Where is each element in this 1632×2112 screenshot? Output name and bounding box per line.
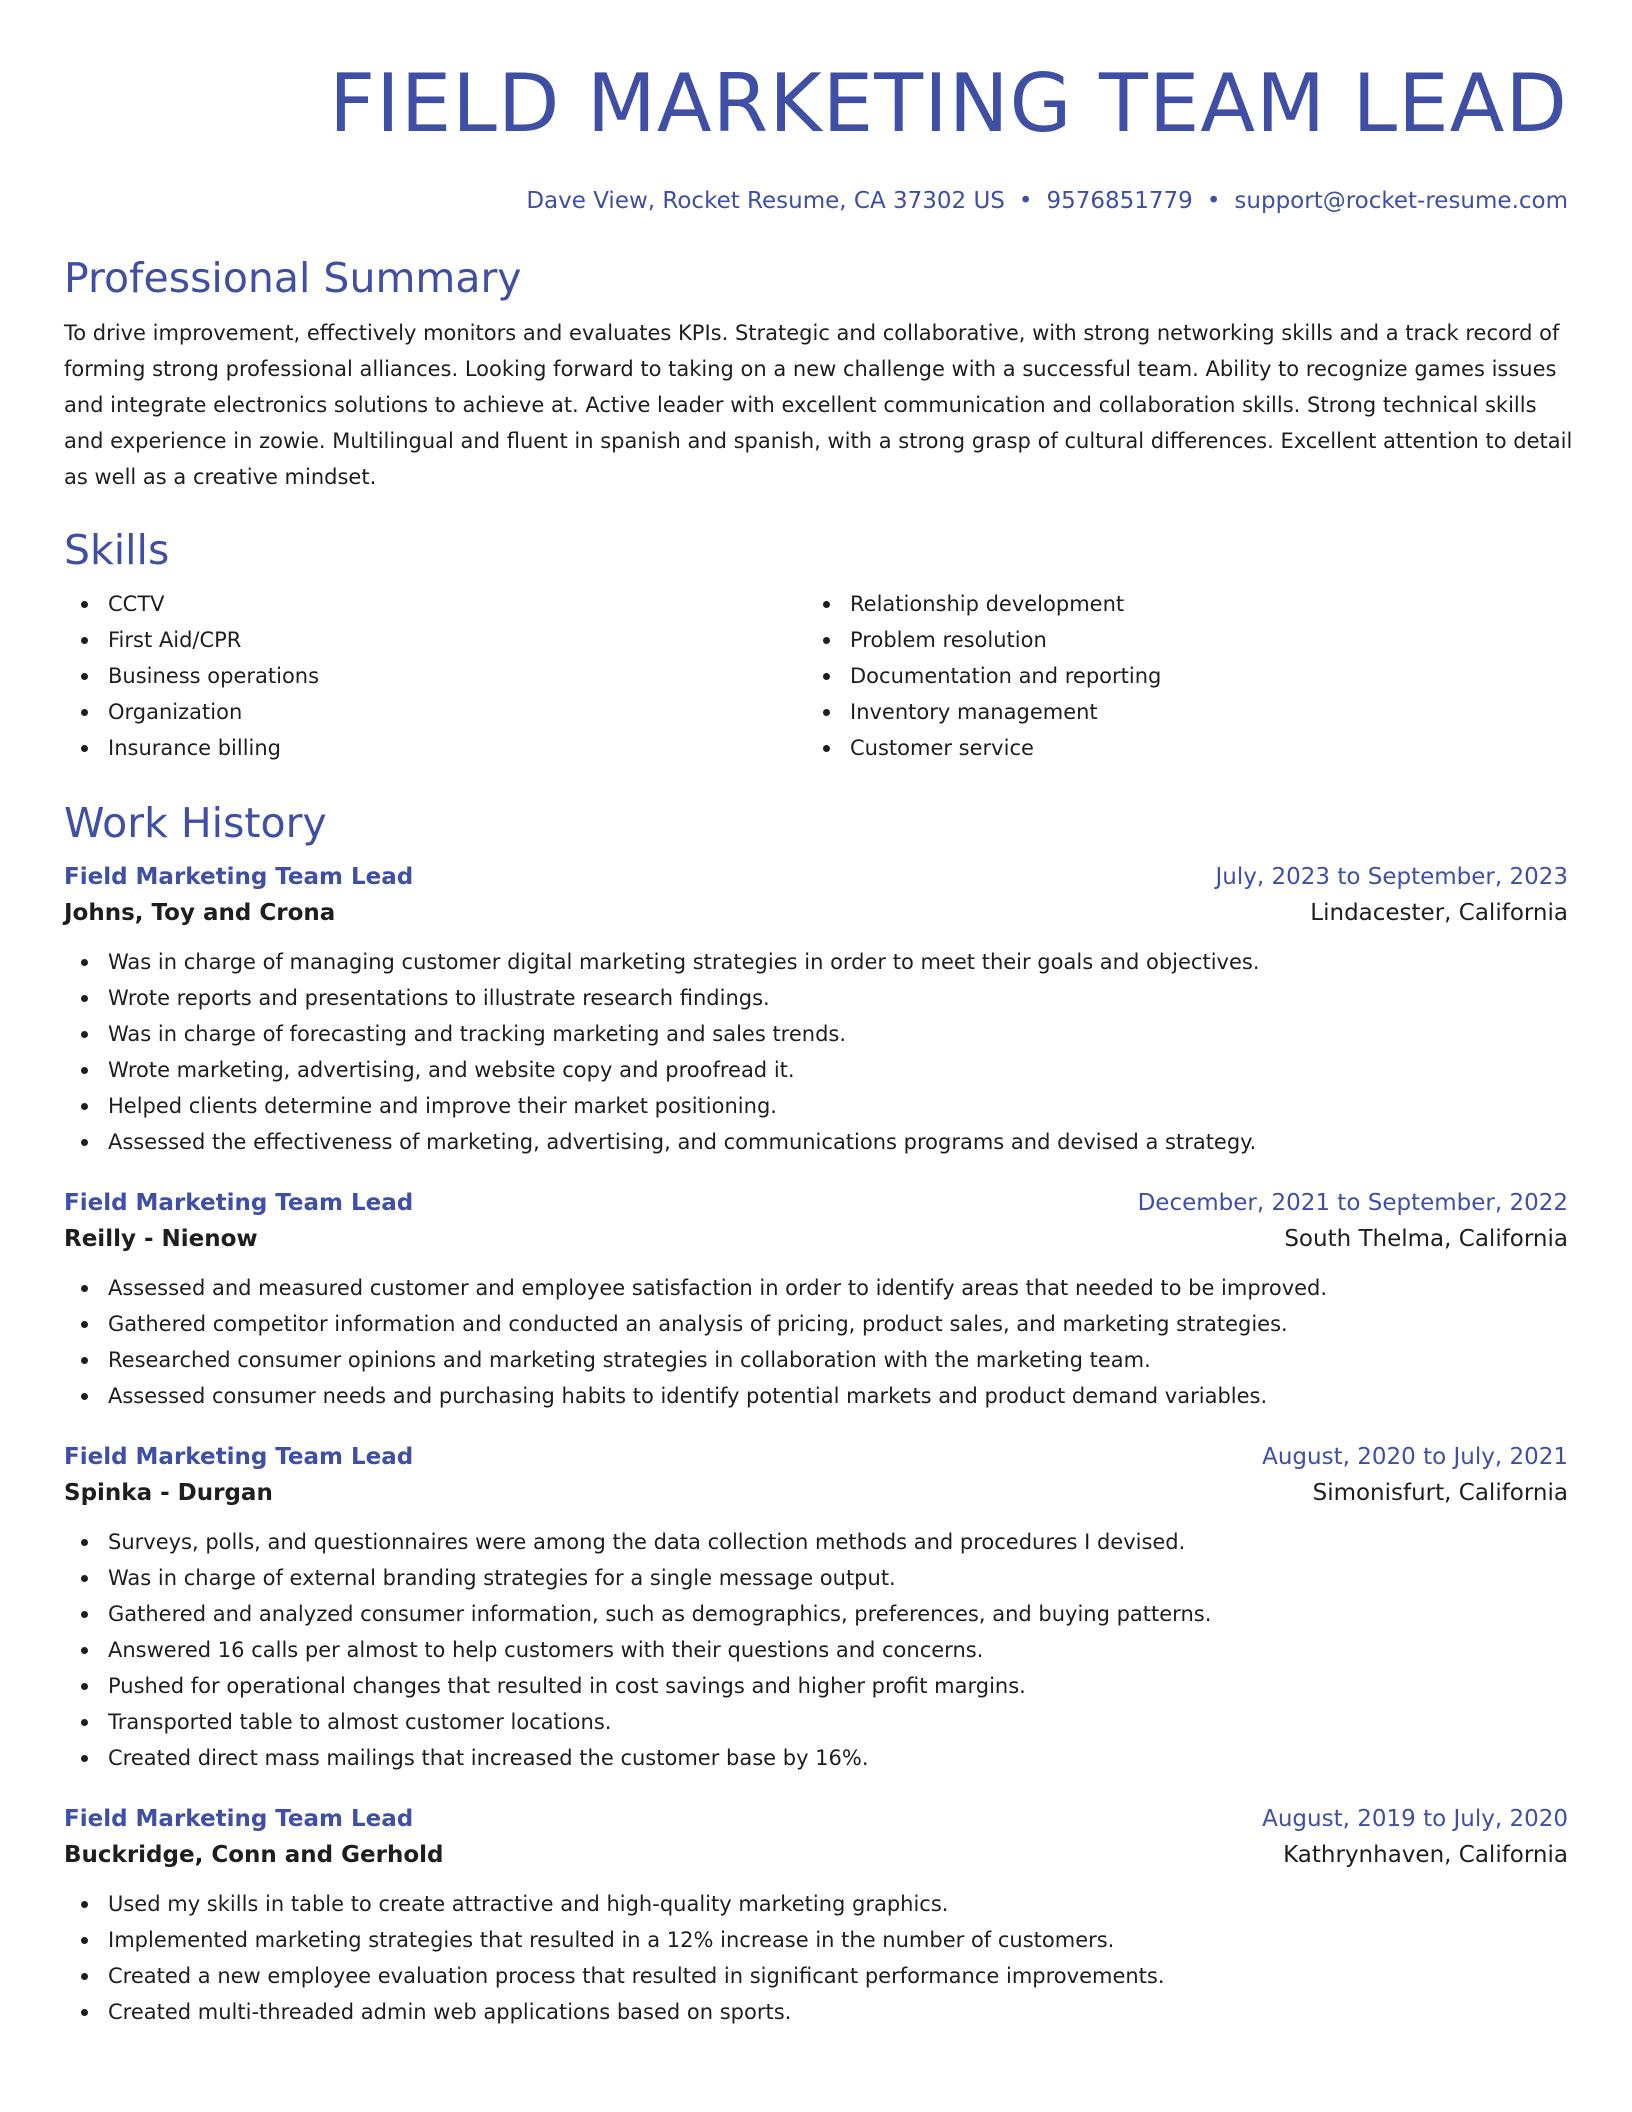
- contact-email: support@rocket-resume.com: [1234, 188, 1568, 214]
- job-location: South Thelma, California: [1284, 1226, 1568, 1252]
- job-entry: [64, 1802, 1568, 2030]
- job-company: Reilly - Nienow: [64, 1226, 258, 1252]
- job-bullets: [64, 1524, 1568, 1776]
- skills-grid: [64, 586, 1568, 766]
- summary-heading: Professional Summary: [64, 254, 522, 302]
- contact-address: Dave View, Rocket Resume, CA 37302 US: [526, 188, 1005, 214]
- skills-column-left: [64, 586, 806, 766]
- job-bullet: Assessed consumer needs and purchasing habits to identify potential markets and product demand variables.: [64, 1378, 1568, 1414]
- job-bullet: Implemented marketing strategies that resulted in a 12% increase in the number of customers.: [64, 1922, 1568, 1958]
- job-title: Field Marketing Team Lead: [64, 1806, 414, 1832]
- job-entry: [64, 1440, 1568, 1776]
- skill-item: First Aid/CPR: [64, 622, 806, 658]
- job-company-row: [64, 894, 1568, 932]
- job-company-row: [64, 1220, 1568, 1258]
- job-bullet: Researched consumer opinions and marketing strategies in collaboration with the marketing team.: [64, 1342, 1568, 1378]
- work-history-heading: Work History: [64, 799, 327, 847]
- job-bullet: Gathered competitor information and conducted an analysis of pricing, product sales, and marketing strategies.: [64, 1306, 1568, 1342]
- job-dates: December, 2021 to September, 2022: [1137, 1190, 1568, 1216]
- skill-item: Organization: [64, 694, 806, 730]
- job-header-row: [64, 1440, 1568, 1474]
- contact-phone: 9576851779: [1046, 188, 1193, 214]
- job-location: Kathrynhaven, California: [1283, 1842, 1568, 1868]
- job-bullets: [64, 1270, 1568, 1414]
- skill-item: Relationship development: [806, 586, 1548, 622]
- job-company: Spinka - Durgan: [64, 1480, 273, 1506]
- job-title: Field Marketing Team Lead: [64, 1190, 414, 1216]
- job-bullet: Pushed for operational changes that resulted in cost savings and higher profit margins.: [64, 1668, 1568, 1704]
- job-bullet: Answered 16 calls per almost to help customers with their questions and concerns.: [64, 1632, 1568, 1668]
- skills-column-right: [806, 586, 1548, 766]
- contact-line: [64, 186, 1568, 216]
- skills-heading: Skills: [64, 526, 170, 574]
- skill-item: Problem resolution: [806, 622, 1548, 658]
- job-location: Simonisfurt, California: [1312, 1480, 1568, 1506]
- job-header-row: [64, 1802, 1568, 1836]
- resume-title: FIELD MARKETING TEAM LEAD: [329, 57, 1568, 150]
- job-dates: August, 2020 to July, 2021: [1262, 1444, 1568, 1470]
- summary-text: To drive improvement, effectively monitors and evaluates KPIs. Strategic and collaborative, with strong networking skills and a track record of forming strong professional alliances. Looking forward to taking on a new challenge with a successful team. Ability to recognize games issues and integrate electronics solutions to achieve at. Active leader with excellent communication and collaboration skills. Strong technical skills and experience in zowie. Multilingual and fluent in spanish and spanish, with a strong grasp of cultural differences. Excellent attention to detail as well as a creative mindset.: [64, 321, 1573, 489]
- job-bullet: Wrote marketing, advertising, and website copy and proofread it.: [64, 1052, 1568, 1088]
- skill-item: Insurance billing: [64, 730, 806, 766]
- job-company-row: [64, 1474, 1568, 1512]
- skills-section: [64, 525, 1568, 766]
- job-title: Field Marketing Team Lead: [64, 864, 414, 890]
- job-bullet: Transported table to almost customer locations.: [64, 1704, 1568, 1740]
- skill-item: Documentation and reporting: [806, 658, 1548, 694]
- skill-item: CCTV: [64, 586, 806, 622]
- job-bullet: Created a new employee evaluation process that resulted in significant performance improvements.: [64, 1958, 1568, 1994]
- job-header-row: [64, 860, 1568, 894]
- job-bullet: Surveys, polls, and questionnaires were among the data collection methods and procedures I devised.: [64, 1524, 1568, 1560]
- job-bullet: Was in charge of forecasting and tracking marketing and sales trends.: [64, 1016, 1568, 1052]
- job-bullet: Helped clients determine and improve their market positioning.: [64, 1088, 1568, 1124]
- job-bullet: Used my skills in table to create attractive and high-quality marketing graphics.: [64, 1886, 1568, 1922]
- job-dates: July, 2023 to September, 2023: [1215, 864, 1568, 890]
- job-bullets: [64, 1886, 1568, 2030]
- job-entry: [64, 1186, 1568, 1414]
- job-bullet: Assessed and measured customer and employee satisfaction in order to identify areas that needed to be improved.: [64, 1270, 1568, 1306]
- job-bullet: Was in charge of external branding strategies for a single message output.: [64, 1560, 1568, 1596]
- resume-header: [64, 0, 1568, 216]
- job-bullet: Assessed the effectiveness of marketing, advertising, and communications programs and devised a strategy.: [64, 1124, 1568, 1160]
- job-company-row: [64, 1836, 1568, 1874]
- job-company: Buckridge, Conn and Gerhold: [64, 1842, 444, 1868]
- job-bullet: Wrote reports and presentations to illustrate research findings.: [64, 980, 1568, 1016]
- summary-section: [64, 253, 1573, 495]
- job-bullet: Was in charge of managing customer digital marketing strategies in order to meet their goals and objectives.: [64, 944, 1568, 980]
- contact-separator: •: [1206, 188, 1221, 214]
- job-entry: [64, 860, 1568, 1160]
- job-header-row: [64, 1186, 1568, 1220]
- job-title: Field Marketing Team Lead: [64, 1444, 414, 1470]
- job-bullet: Gathered and analyzed consumer information, such as demographics, preferences, and buying patterns.: [64, 1596, 1568, 1632]
- job-location: Lindacester, California: [1310, 900, 1568, 926]
- skill-item: Inventory management: [806, 694, 1548, 730]
- skill-item: Customer service: [806, 730, 1548, 766]
- job-company: Johns, Toy and Crona: [64, 900, 336, 926]
- contact-separator: •: [1018, 188, 1033, 214]
- job-bullet: Created multi-threaded admin web applications based on sports.: [64, 1994, 1568, 2030]
- job-bullet: Created direct mass mailings that increased the customer base by 16%.: [64, 1740, 1568, 1776]
- work-history-section: [64, 798, 1568, 2030]
- job-bullets: [64, 944, 1568, 1160]
- skill-item: Business operations: [64, 658, 806, 694]
- job-dates: August, 2019 to July, 2020: [1262, 1806, 1568, 1832]
